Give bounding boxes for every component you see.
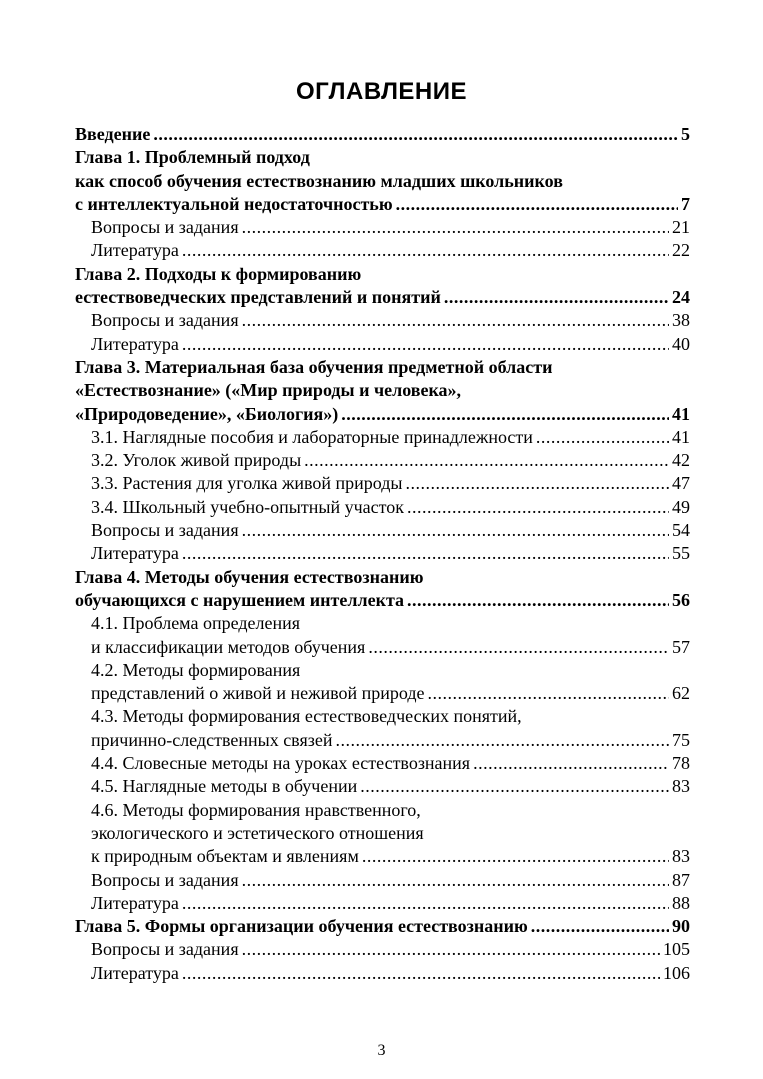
toc-chapter-entry[interactable]	[75, 356, 690, 426]
page-number: 3	[377, 1042, 386, 1059]
toc-entry-leader-row	[75, 403, 690, 426]
toc-page-number: 90	[672, 916, 690, 937]
toc-entry-line: Литература	[91, 892, 179, 913]
toc-dot-leader	[182, 542, 669, 565]
toc-page-number: 5	[681, 124, 690, 144]
toc-dot-leader	[407, 496, 669, 519]
toc-dot-leader	[182, 333, 669, 356]
toc-entry-leader-row	[91, 239, 690, 262]
toc-section-entry[interactable]	[75, 542, 690, 565]
toc-entry-line: Глава 2. Подходы к формированию	[75, 263, 362, 284]
toc-section-entry[interactable]	[75, 892, 690, 915]
toc-entry-line: 4.4. Словесные методы на уроках естествознания	[91, 753, 471, 774]
toc-section-entry[interactable]	[75, 216, 690, 239]
toc-section-entry[interactable]	[75, 309, 690, 332]
toc-page-number: 21	[672, 217, 690, 238]
toc-entry-line: представлений о живой и неживой природе	[91, 683, 425, 704]
toc-entry-line: экологического и эстетического отношения	[91, 822, 424, 843]
toc-page-number: 88	[672, 892, 690, 913]
toc-entry-line: Вопросы и задания	[91, 217, 239, 238]
toc-entry-leader-row	[91, 309, 690, 332]
toc-dot-leader	[335, 729, 669, 752]
toc-dot-leader	[242, 869, 669, 892]
toc-page-number: 78	[672, 753, 690, 774]
toc-entry-leader-row	[91, 496, 690, 519]
toc-entry-line: Вопросы и задания	[91, 520, 239, 541]
toc-page-number: 54	[672, 520, 690, 541]
toc-entry-line: 4.2. Методы формирования	[91, 659, 301, 680]
toc-entry-line: обучающихся с нарушением интеллекта	[75, 589, 405, 610]
toc-entry-leader-row	[91, 938, 690, 961]
toc-page-number: 49	[672, 496, 690, 517]
toc-entry-line: Литература	[91, 333, 179, 354]
toc-entry-line: как способ обучения естествознанию младших школьников	[75, 170, 563, 191]
toc-entry-line: к природным объектам и явлениям	[91, 846, 359, 867]
toc-section-entry[interactable]	[75, 449, 690, 472]
toc-entry-leader-row	[91, 962, 690, 985]
toc-entry-line: Вопросы и задания	[91, 869, 239, 890]
toc-dot-leader	[182, 892, 669, 915]
toc-section-entry[interactable]	[75, 239, 690, 262]
toc-entry-leader-row	[91, 845, 690, 868]
toc-section-entry[interactable]	[75, 938, 690, 961]
toc-entry-leader-row	[91, 775, 690, 798]
toc-entry-leader-row	[91, 636, 690, 659]
toc-section-entry[interactable]	[75, 612, 690, 659]
toc-dot-leader	[242, 938, 660, 961]
toc-section-entry[interactable]	[75, 426, 690, 449]
toc-page-number: 40	[672, 333, 690, 354]
toc-entry-leader-row	[75, 286, 690, 309]
toc-dot-leader	[304, 449, 669, 472]
toc-dot-leader	[242, 216, 669, 239]
toc-dot-leader	[473, 752, 669, 775]
toc-page-number: 83	[672, 846, 690, 867]
toc-dot-leader	[341, 403, 669, 426]
toc-chapter-entry[interactable]	[75, 566, 690, 613]
toc-dot-leader	[182, 962, 660, 985]
toc-entry-leader-row	[91, 519, 690, 542]
toc-section-entry[interactable]	[75, 962, 690, 985]
toc-dot-leader	[368, 636, 669, 659]
toc-entry-line: с интеллектуальной недостаточностью	[75, 193, 393, 214]
toc-dot-leader	[407, 589, 669, 612]
toc-dot-leader	[406, 472, 669, 495]
toc-page-number: 47	[672, 473, 690, 494]
toc-entry-leader-row	[91, 892, 690, 915]
toc-page-number: 83	[672, 776, 690, 797]
toc-entry-line: 3.2. Уголок живой природы	[91, 450, 302, 471]
toc-entry-line: естествоведческих представлений и понятий	[75, 287, 441, 308]
toc-entry-line: и классификации методов обучения	[91, 636, 366, 657]
toc-dot-leader	[536, 426, 669, 449]
toc-dot-leader	[444, 286, 669, 309]
toc-entry-leader-row	[75, 589, 690, 612]
toc-entry-leader-row	[91, 682, 690, 705]
toc-section-entry[interactable]	[75, 799, 690, 869]
toc-entry-leader-row	[91, 333, 690, 356]
toc-page-number: 105	[663, 939, 690, 960]
toc-entry-line: 4.6. Методы формирования нравственного,	[91, 799, 421, 820]
toc-section-entry[interactable]	[75, 705, 690, 752]
toc-page-number: 22	[672, 240, 690, 261]
toc-entry-line: Литература	[91, 240, 179, 261]
toc-page-number: 87	[672, 869, 690, 890]
page-title: ОГЛАВЛЕНИЕ	[295, 78, 468, 105]
toc-page-number: 75	[672, 729, 690, 750]
toc-entry-line: Литература	[91, 543, 179, 564]
toc-dot-leader	[242, 519, 669, 542]
toc-entry-leader-row	[75, 915, 690, 938]
toc-entry-line: Глава 3. Материальная база обучения предметной области	[75, 356, 553, 377]
toc-entry-leader-row	[91, 752, 690, 775]
toc-dot-leader	[531, 915, 669, 938]
toc-entry-leader-row	[91, 216, 690, 239]
toc-entry-line: 4.3. Методы формирования естествоведческих понятий,	[91, 706, 522, 727]
toc-page-number: 55	[672, 543, 690, 564]
toc-entry-line: 3.3. Растения для уголка живой природы	[91, 473, 403, 494]
toc-chapter-entry[interactable]	[75, 263, 690, 310]
toc-dot-leader	[362, 845, 669, 868]
toc-entry-leader-row	[91, 426, 690, 449]
toc-entry-line: 3.1. Наглядные пособия и лабораторные принадлежности	[91, 426, 533, 447]
toc-entry-line: Литература	[91, 962, 179, 983]
toc-entry-leader-row	[91, 869, 690, 892]
toc-entry-line: Глава 4. Методы обучения естествознанию	[75, 566, 424, 587]
toc-entry-leader-row	[91, 729, 690, 752]
toc-page-number: 41	[672, 426, 690, 447]
toc-page-number: 7	[681, 193, 690, 214]
toc-chapter-entry[interactable]	[75, 123, 690, 146]
toc-dot-leader	[428, 682, 669, 705]
toc-chapter-entry[interactable]	[75, 915, 690, 938]
toc-section-entry[interactable]	[75, 496, 690, 519]
toc-dot-leader	[396, 193, 678, 216]
toc-entry-line: Введение	[75, 124, 151, 144]
toc-chapter-entry[interactable]	[75, 146, 690, 216]
toc-entry-line: Глава 5. Формы организации обучения естествознанию	[75, 916, 528, 937]
toc-page-number: 57	[672, 636, 690, 657]
toc-section-entry[interactable]	[75, 472, 690, 495]
toc-section-entry[interactable]	[75, 752, 690, 775]
toc-entry-line: «Природоведение», «Биология»)	[75, 403, 339, 424]
toc-section-entry[interactable]	[75, 775, 690, 798]
toc-entry-line: Вопросы и задания	[91, 939, 239, 960]
toc-dot-leader	[153, 123, 678, 146]
toc-entry-line: «Естествознание» («Мир природы и человека»,	[75, 380, 462, 401]
toc-page-number: 56	[672, 589, 690, 610]
table-of-contents	[75, 123, 690, 985]
toc-dot-leader	[360, 775, 669, 798]
toc-entry-leader-row	[91, 542, 690, 565]
toc-section-entry[interactable]	[75, 333, 690, 356]
toc-dot-leader	[242, 309, 669, 332]
toc-section-entry[interactable]	[75, 869, 690, 892]
toc-page-number: 24	[672, 287, 690, 308]
toc-page-number: 41	[672, 403, 690, 424]
toc-page-number: 62	[672, 683, 690, 704]
toc-page-number: 106	[663, 962, 690, 983]
toc-entry-line: причинно-следственных связей	[91, 729, 333, 750]
toc-entry-line: Глава 1. Проблемный подход	[75, 147, 310, 168]
toc-entry-line: Вопросы и задания	[91, 310, 239, 331]
toc-entry-line: 4.5. Наглядные методы в обучении	[91, 776, 358, 797]
toc-dot-leader	[182, 239, 669, 262]
toc-entry-line: 3.4. Школьный учебно-опытный участок	[91, 496, 404, 517]
toc-page-number: 38	[672, 310, 690, 331]
toc-entry-leader-row	[75, 193, 690, 216]
toc-entry-leader-row	[91, 472, 690, 495]
toc-entry-line: 4.1. Проблема определения	[91, 613, 300, 634]
toc-section-entry[interactable]	[75, 659, 690, 706]
toc-section-entry[interactable]	[75, 519, 690, 542]
toc-entry-leader-row	[91, 449, 690, 472]
toc-entry-leader-row	[75, 123, 690, 146]
toc-page-number: 42	[672, 450, 690, 471]
